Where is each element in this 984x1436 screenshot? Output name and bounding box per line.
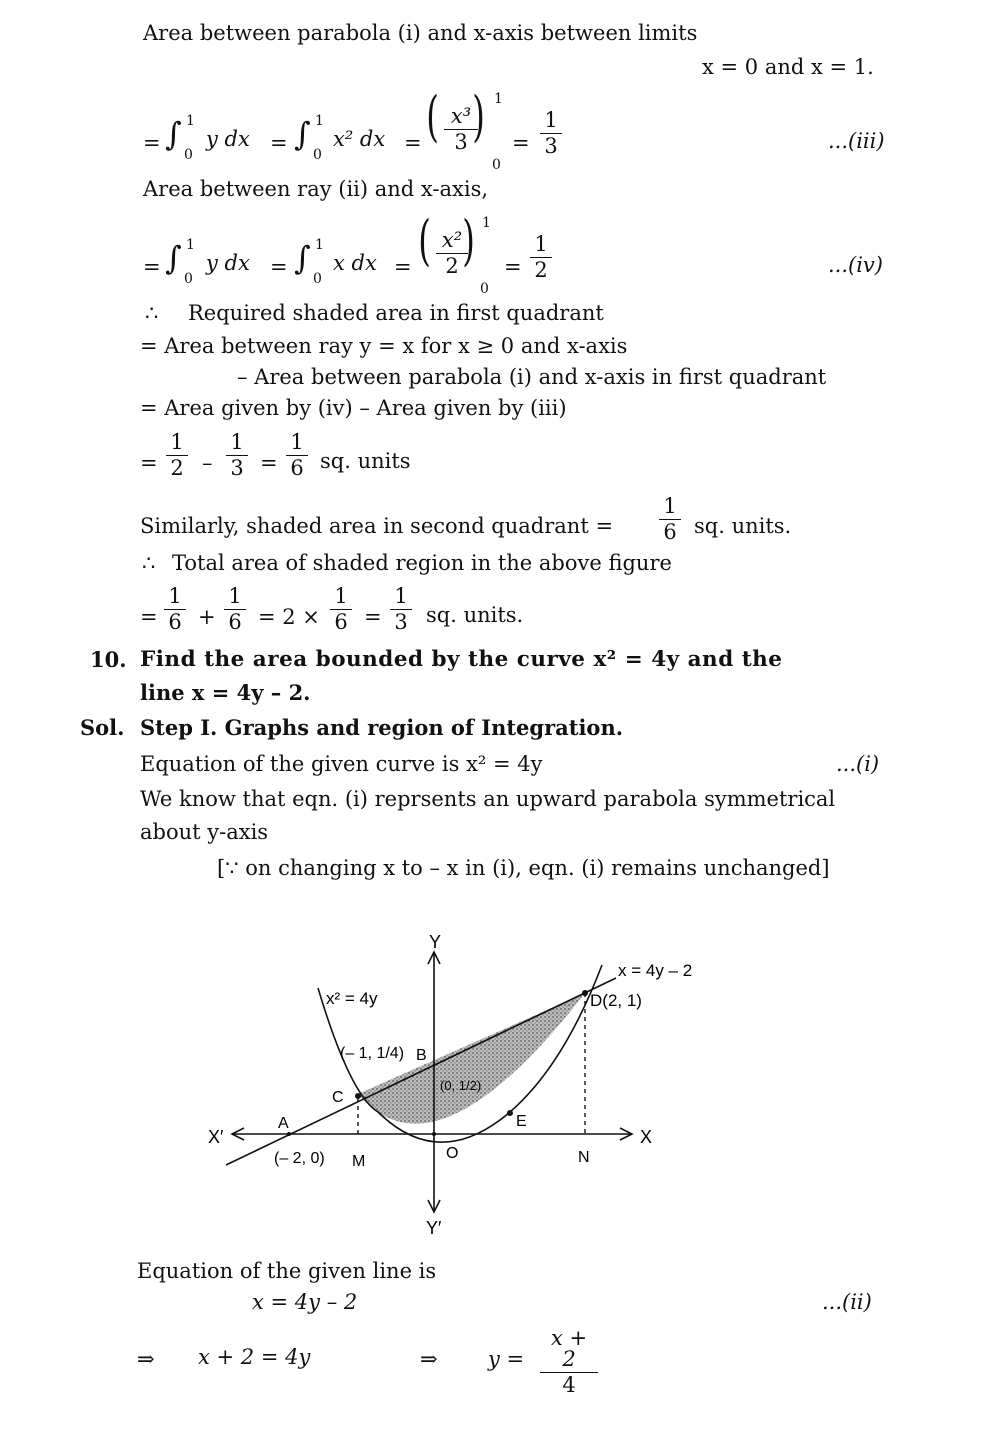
- numerator: 1: [330, 586, 352, 610]
- eval-upper: 1: [482, 215, 491, 231]
- equation-tag: ...(iv): [828, 253, 883, 277]
- integral-sign: ∫: [294, 239, 311, 277]
- text-line-equation-intro: Equation of the given line is: [137, 1259, 437, 1283]
- units: sq. units.: [426, 603, 524, 627]
- fraction: [390, 586, 412, 633]
- numerator: 1: [166, 432, 188, 456]
- point-a-dot: [287, 1132, 291, 1136]
- units: sq. units: [320, 449, 411, 473]
- text-limits: x = 0 and x = 1.: [702, 55, 874, 79]
- text-about-y-axis: about y-axis: [140, 820, 269, 844]
- eval-upper: 1: [494, 91, 503, 107]
- eq-sign: =: [512, 131, 530, 155]
- eq-sign: =: [270, 255, 288, 279]
- eq-sign: =: [404, 131, 422, 155]
- multiply-text: = 2 ×: [258, 605, 320, 629]
- numerator: 1: [226, 432, 248, 456]
- integral-lower: 0: [313, 271, 322, 287]
- integral-sign: ∫: [165, 239, 182, 277]
- therefore-symbol: ∴: [145, 301, 159, 325]
- integral-lower: 0: [313, 147, 322, 163]
- label-point-o: O: [446, 1145, 459, 1162]
- step-equation: x + 2 = 4y: [198, 1345, 311, 1369]
- question-text-line2: line x = 4y – 2.: [140, 680, 311, 705]
- text-we-know: We know that eqn. (i) reprsents an upward parabola symmetrical: [140, 787, 836, 811]
- numerator: 1: [286, 432, 308, 456]
- label-point-b: B: [416, 1047, 427, 1064]
- integrand: x dx: [333, 251, 377, 275]
- numerator: 1: [164, 586, 186, 610]
- eq-sign: =: [140, 605, 158, 629]
- right-paren: ): [472, 85, 485, 148]
- y-equals: y =: [488, 1347, 525, 1371]
- denominator: 6: [228, 610, 242, 634]
- point-c-dot: [355, 1093, 361, 1099]
- text-curve-equation: Equation of the given curve is x² = 4y: [140, 752, 543, 776]
- eq-sign: =: [394, 255, 412, 279]
- label-point-e: E: [516, 1113, 527, 1130]
- similar-fraction: [659, 496, 681, 543]
- label-point-c: C: [332, 1089, 344, 1106]
- question-text-line1: Find the area bounded by the curve x² = 4y and the: [140, 647, 783, 672]
- fraction: [164, 586, 186, 633]
- label-x-prime: X′: [208, 1127, 224, 1147]
- denominator: 3: [230, 456, 244, 480]
- denominator: 6: [168, 610, 182, 634]
- denominator: 3: [544, 134, 558, 158]
- integral-upper: 1: [186, 113, 195, 129]
- eq-sign: =: [364, 605, 382, 629]
- denominator: 3: [454, 130, 468, 154]
- label-point-b-coords: (0, 1/2): [440, 1078, 482, 1093]
- numerator: x + 2: [540, 1328, 598, 1373]
- label-y-prime: Y′: [426, 1218, 442, 1238]
- denominator: 2: [170, 456, 184, 480]
- equation-tag: ...(ii): [822, 1290, 872, 1314]
- solution-step-heading: Step I. Graphs and region of Integration.: [140, 715, 624, 740]
- label-line-equation: x = 4y – 2: [618, 961, 693, 980]
- numerator: 1: [530, 234, 552, 258]
- integrand: x² dx: [333, 127, 386, 151]
- label-point-a-coords: (– 2, 0): [274, 1150, 325, 1167]
- right-paren: ): [462, 209, 475, 272]
- denominator: 2: [445, 254, 459, 278]
- numerator: x³: [444, 106, 478, 130]
- line-equation: x = 4y – 2: [252, 1290, 358, 1314]
- fraction: [224, 586, 246, 633]
- label-x: X: [640, 1127, 653, 1147]
- point-e-dot: [507, 1110, 513, 1116]
- result-fraction: [540, 1328, 598, 1396]
- numerator: 1: [224, 586, 246, 610]
- equation-tag: ...(iii): [828, 129, 885, 153]
- equation-tag: ...(i): [836, 752, 880, 776]
- result-fraction: [540, 110, 562, 157]
- eq-sign: =: [143, 255, 161, 279]
- text-required-line3: – Area between parabola (i) and x-axis in first quadrant: [237, 365, 827, 389]
- label-point-c-coords: (– 1, 1/4): [340, 1045, 405, 1062]
- label-point-d: D(2, 1): [590, 991, 642, 1010]
- label-point-n: N: [578, 1149, 590, 1166]
- integral-lower: 0: [184, 271, 193, 287]
- text-required-area: Required shaded area in first quadrant: [188, 301, 604, 325]
- text-line-area-parabola: Area between parabola (i) and x-axis between limits: [143, 21, 698, 45]
- denominator: 3: [394, 610, 408, 634]
- eval-lower: 0: [480, 281, 489, 297]
- denominator: 2: [534, 258, 548, 282]
- minus-sign: –: [202, 451, 213, 475]
- text-line-area-ray: Area between ray (ii) and x-axis,: [143, 177, 489, 201]
- integrand: y dx: [206, 251, 250, 275]
- plus-sign: +: [198, 605, 216, 629]
- integral-sign: ∫: [294, 115, 311, 153]
- eval-lower: 0: [492, 157, 501, 173]
- fraction: [166, 432, 188, 479]
- left-paren: (: [426, 85, 439, 148]
- fraction: [286, 432, 308, 479]
- label-curve-equation: x² = 4y: [326, 989, 378, 1008]
- text-similarly: Similarly, shaded area in second quadrant =: [140, 514, 614, 538]
- denominator: 4: [562, 1373, 576, 1397]
- therefore-symbol: ∴: [142, 551, 156, 575]
- eq-sign: =: [260, 451, 278, 475]
- eq-sign: =: [270, 131, 288, 155]
- label-y: Y: [429, 932, 442, 952]
- numerator: x²: [436, 230, 468, 254]
- fraction: [226, 432, 248, 479]
- text-required-line4: = Area given by (iv) – Area given by (iii): [140, 396, 567, 420]
- eq-sign: =: [140, 451, 158, 475]
- text-total-area: Total area of shaded region in the above figure: [172, 551, 672, 575]
- similar-units: sq. units.: [694, 514, 792, 538]
- numerator: 1: [659, 496, 681, 520]
- denominator: 6: [663, 520, 677, 544]
- implies-arrow: ⇒: [420, 1347, 438, 1371]
- implies-arrow: ⇒: [137, 1347, 155, 1371]
- integral-upper: 1: [315, 113, 324, 129]
- point-d-dot: [582, 990, 588, 996]
- eq-sign: =: [504, 255, 522, 279]
- numerator: 1: [390, 586, 412, 610]
- integral-upper: 1: [315, 237, 324, 253]
- numerator: 1: [540, 110, 562, 134]
- integral-lower: 0: [184, 147, 193, 163]
- left-paren: (: [418, 209, 431, 272]
- text-bracket-note: [∵ on changing x to – x in (i), eqn. (i) remains unchanged]: [217, 856, 830, 880]
- integral-upper: 1: [186, 237, 195, 253]
- question-number: 10.: [90, 647, 127, 672]
- result-fraction: [530, 234, 552, 281]
- eq-sign: =: [143, 131, 161, 155]
- graph-figure: [190, 925, 710, 1245]
- text-required-line2: = Area between ray y = x for x ≥ 0 and x-axis: [140, 334, 628, 358]
- point-o-dot: [432, 1132, 436, 1136]
- label-point-m: M: [352, 1153, 366, 1170]
- label-point-a: A: [278, 1115, 289, 1132]
- solution-label: Sol.: [80, 715, 125, 740]
- denominator: 6: [334, 610, 348, 634]
- fraction: [330, 586, 352, 633]
- integral-sign: ∫: [165, 115, 182, 153]
- integrand: y dx: [206, 127, 250, 151]
- line-x-eq-4y-minus-2: [226, 978, 616, 1165]
- denominator: 6: [290, 456, 304, 480]
